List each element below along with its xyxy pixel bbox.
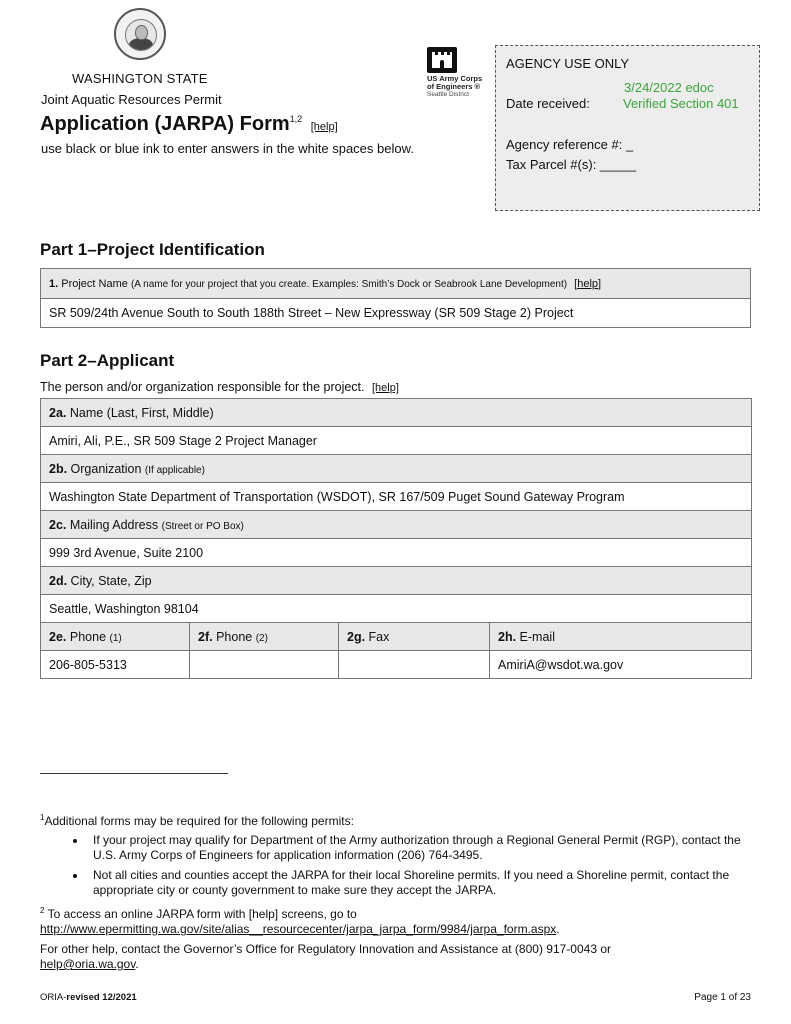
footnote-bullet: • Not all cities and counties accept the JARPA for their local Shoreline permits. If you need a Shoreline permit, contact the appropriate city or county government to make sure they accept the JARPA. — [87, 868, 760, 898]
tax-parcel-field[interactable]: Tax Parcel #(s): _____ — [506, 157, 637, 172]
agency-reference-field[interactable]: Agency reference #: _ — [506, 137, 634, 152]
footnote-1: $^1$Additional forms may be required for the following permits: — [40, 813, 354, 828]
title-help-link[interactable]: [help] — [310, 121, 338, 133]
phone2-value[interactable] — [190, 651, 339, 679]
oria-email-link[interactable]: help@oria.wa.gov — [40, 957, 136, 971]
footnote-bullet: • If your project may qualify for Department of the Army authorization through a Regional General Permit (RGP), contact the U.S. Army Corps of Engineers for application information (206) 764-3495. — [87, 833, 760, 863]
revision-note: ORIA-revised 12/2021 — [40, 992, 137, 1003]
form-title — [40, 113, 338, 136]
page-number: Page 1 of 23 — [694, 992, 751, 1003]
footnote-ref: 1,2 — [289, 114, 303, 124]
field-2a-label-row — [41, 399, 752, 427]
usace-district: Seattle District — [427, 91, 469, 98]
footnote-2: $^2$ To access an online JARPA form with [help] screens, go to http://www.epermitting.wa.gov/site/alias__resourcecenter/jarpa_jarpa_form/9984/jarpa_form.aspx. — [40, 906, 560, 936]
state-title: WASHINGTON STATE — [72, 71, 208, 86]
email-label: 2h. E-mail — [490, 623, 752, 651]
jarpa-online-link[interactable]: http://www.epermitting.wa.gov/site/alias__resourcecenter/jarpa_jarpa_form/9984/jarpa_form.aspx — [40, 922, 557, 936]
field-label: 2d. City, State, Zip — [41, 567, 752, 595]
washington-state-seal-icon — [114, 8, 166, 60]
part2-intro-text: The person and/or organization responsible for the project. — [40, 380, 365, 394]
phone1-value[interactable]: 206-805-5313 — [41, 651, 190, 679]
other-help: For other help, contact the Governor’s Office for Regulatory Innovation and Assistance at (800) 917-0043 or help@oria.wa.gov. — [40, 942, 611, 971]
q1-hint: (A name for your project that you create. Examples: Smith’s Dock or Seabrook Lane Development) — [130, 278, 568, 290]
stamp-date: 3/24/2022 edoc — [624, 80, 714, 95]
city-state-zip-value[interactable]: Seattle, Washington 98104 — [41, 595, 752, 623]
q1-label: Project Name — [61, 277, 128, 290]
field-label: 2c. Mailing Address (Street or PO Box) — [41, 511, 752, 539]
usace-line2: of Engineers ® — [427, 82, 481, 91]
q1-help-link[interactable]: [help] — [574, 277, 602, 290]
contact-value-row — [41, 651, 752, 679]
fax-value[interactable] — [339, 651, 490, 679]
q1-number: 1. — [49, 277, 59, 290]
part2-help-link[interactable]: [help] — [371, 382, 399, 394]
mailing-address-value[interactable]: 999 3rd Avenue, Suite 2100 — [41, 539, 752, 567]
phone1-label: 2e. Phone (1) — [41, 623, 190, 651]
field-label: 2a. Name (Last, First, Middle) — [41, 399, 752, 427]
email-value[interactable]: AmiriA@wsdot.wa.gov — [490, 651, 752, 679]
part1-heading: Part 1–Project Identification — [40, 240, 265, 259]
ink-instructions: use black or blue ink to enter answers in the white spaces below. — [41, 141, 414, 156]
project-name-label-cell — [41, 269, 751, 299]
applicant-table — [40, 398, 752, 679]
contact-label-row — [41, 623, 752, 651]
part2-heading: Part 2–Applicant — [40, 351, 175, 370]
applicant-name-value[interactable]: Amiri, Ali, P.E., SR 509 Stage 2 Project Manager — [41, 427, 752, 455]
part2-intro — [40, 380, 399, 394]
usace-castle-logo-icon — [427, 47, 457, 73]
usace-logo-text — [427, 75, 482, 99]
agency-box-title: AGENCY USE ONLY — [506, 56, 630, 71]
project-identification-table — [40, 268, 751, 328]
fax-label: 2g. Fax — [339, 623, 490, 651]
project-name-value[interactable]: SR 509/24th Avenue South to South 188th Street – New Expressway (SR 509 Stage 2) Project — [41, 299, 751, 328]
footnotes — [40, 810, 760, 972]
date-received-label: Date received: — [506, 96, 590, 111]
footnote-1-list — [40, 833, 760, 898]
field-label: 2b. Organization (If applicable) — [41, 455, 752, 483]
form-subtitle: Joint Aquatic Resources Permit — [41, 92, 222, 107]
organization-value[interactable]: Washington State Department of Transportation (WSDOT), SR 167/509 Puget Sound Gateway Program — [41, 483, 752, 511]
form-title-text: Application (JARPA) Form — [40, 113, 290, 135]
stamp-verified: Verified Section 401 — [623, 96, 739, 111]
footnote-separator — [40, 773, 228, 774]
phone2-label: 2f. Phone (2) — [190, 623, 339, 651]
agency-use-box — [495, 45, 760, 211]
usace-line1: US Army Corps — [427, 74, 483, 83]
